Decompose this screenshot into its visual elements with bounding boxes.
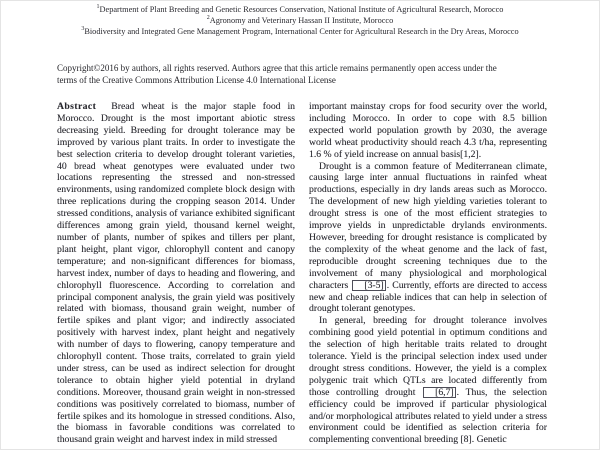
right-column — [309, 101, 547, 446]
affiliation-line-3 — [0, 26, 600, 37]
affiliation-text: Department of Plant Breeding and Genetic Resources Conservation, National Institute of Agricultural Research, Morocco — [99, 5, 504, 14]
citation-link-3-5[interactable]: [3-5] — [352, 280, 385, 291]
abstract-heading: Abstract — [57, 101, 97, 112]
intro-paragraph-1: important mainstay crops for food security over the world, including Morocco. In order to cope with 8.5 billion expected world population growth by 2030, the average world wheat productivity should reach 4.3 t/ha, representing 1.6 % of yield increase on annual basis[1,2]. — [309, 101, 547, 160]
intro-paragraph-3-text: . Thus, the selection efficiency could be improved if particular physiological and/or morphological attributes related to yield under a stress environment could be identified as selection criteria for complementing conventional breeding [8]. Genetic — [309, 386, 547, 446]
affiliation-text: Biodiversity and Integrated Gene Management Program, International Center for Agricultural Research in the Dry Areas, Morocco — [84, 27, 519, 36]
abstract-paragraph — [57, 101, 295, 446]
left-column — [57, 101, 295, 446]
affiliation-text: Agronomy and Veterinary Hassan II Institute, Morocco — [209, 16, 394, 25]
affiliation-line-2 — [0, 15, 600, 26]
affiliations-block — [0, 0, 600, 37]
intro-paragraph-3 — [309, 315, 547, 446]
intro-paragraph-3-text: In general, breeding for drought tolerance involves combining good yield potential in optimum conditions and the selection of high heritable traits related to drought tolerance. Yield is the principal selection index used under drought stress conditions. However, the yield is a complex polygenic trait which QTLs are located differently from those controlling drought — [309, 315, 547, 398]
affiliation-superscript: 3 — [81, 26, 85, 33]
affiliation-line-1 — [0, 4, 600, 15]
abstract-text: Bread wheat is the major staple food in Morocco. Drought is the most important abiotic stress decreasing yield. Breeding for drought tolerance may be improved by various plant traits. In order to investigate the best selection criteria to develop drought tolerant varieties, 40 bread wheat genotypes were evaluated under two locations representing the stressed and non-stressed environments, using randomized complete block design with three replications during the cropping season 2014. Under stressed conditions, analysis of variance exhibited significant differences among grain yield, thousand kernel weight, number of plants, number of spikes and tillers per plant, plant height, plant vigor, chlorophyll content and canopy temperature; and non-significant differences for biomass, harvest index, number of days to heading and flowering, and chlorophyll fluorescence. According to correlation and principal component analysis, the grain yield was positively related with biomass, thousand grain weight, number of fertile spikes and plant vigor; and indirectly associated positively with harvest index, plant height and negatively with number of days to flowering, canopy temperature and chlorophyll content. Those traits, correlated to grain yield under stress, can be used as indirect selection for drought tolerance to obtain higher yield potential in dryland conditions. Moreover, thousand grain weight in non-stressed conditions was positively correlated to biomass, number of fertile spikes and its homologue in stressed conditions. Also, the biomass in favorable conditions was correlated to thousand grain weight and harvest index in mild stressed — [57, 101, 295, 446]
affiliation-superscript: 1 — [96, 4, 100, 11]
intro-paragraph-2-text: Drought is a common feature of Mediterranean climate, causing large inter annual fluctuations in rainfed wheat productions, especially in dry lands areas such as Morocco. The development of new high yielding varieties tolerant to drought stress is one of the most efficient strategies to improve yields in unpredictable drylands environments. However, breeding for drought resistance is complicated by the complexity of the wheat genome and the lack of fast, reproducible drought screening techniques due to the involvement of many physiological and morphological characters — [309, 160, 547, 291]
intro-paragraph-2-text: . Currently, efforts are directed to access new and cheap reliable indices that can help in selection of drought tolerant genotypes. — [309, 279, 547, 315]
copyright-notice: Copyright©2016 by authors, all rights reserved. Authors agree that this article remains permanently open access under the terms of the Creative Commons Attribution License 4.0 International License — [57, 63, 497, 85]
citation-link-6-7[interactable]: [6,7] — [423, 387, 456, 398]
affiliation-superscript: 2 — [206, 15, 210, 22]
abstract-columns — [57, 101, 547, 446]
intro-paragraph-2 — [309, 161, 547, 316]
